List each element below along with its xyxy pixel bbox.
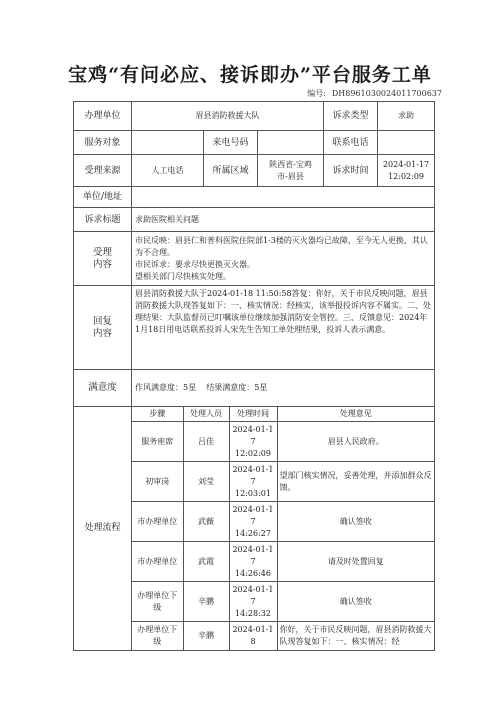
flow-header-person: 处理人员 <box>183 407 229 422</box>
row-accept <box>74 232 435 286</box>
flow-row <box>132 502 434 542</box>
row-source <box>74 155 435 187</box>
phone-label: 来电号码 <box>204 131 258 155</box>
accept-line-2: 市民诉求：要求尽快更换灭火器。 <box>135 259 255 269</box>
area-line-1: 陕西省-宝鸡 <box>269 159 312 169</box>
source-value: 人工电话 <box>132 155 204 187</box>
flow-opinion: 确认签收 <box>277 582 434 622</box>
flow-time-line: 7 <box>250 516 256 526</box>
flow-time <box>229 582 277 622</box>
address-label: 单位/地址 <box>74 187 132 208</box>
time-label: 诉求时间 <box>324 155 378 187</box>
contact-label: 联系电话 <box>324 131 378 155</box>
reply-label-line-1: 回复 <box>92 315 112 327</box>
flow-opinion: 望部门核实情况，妥善处理，并添加群众反馈。 <box>277 462 434 502</box>
flow-header-row <box>132 407 434 422</box>
flow-person: 辛鹏 <box>183 582 229 622</box>
flow-time-line: 2024-01-1 <box>232 584 274 594</box>
flow-opinion: 确认签收 <box>277 502 434 542</box>
row-reply <box>74 286 435 370</box>
subject-label: 诉求标题 <box>74 208 132 232</box>
flow-step: 市办理单位 <box>132 502 183 542</box>
time-date: 2024-01-17 <box>382 159 430 169</box>
flow-person: 武霞 <box>183 542 229 582</box>
flow-time-line: 2024-01-1 <box>232 624 274 634</box>
flow-person: 武薇 <box>183 502 229 542</box>
flow-row <box>132 462 434 502</box>
type-value: 求助 <box>378 102 435 131</box>
row-satisfaction <box>74 370 435 407</box>
row-flow <box>74 407 435 651</box>
reply-label-line-2: 内容 <box>92 327 112 339</box>
accept-label-line-1: 受理 <box>92 246 112 258</box>
row-address <box>74 187 435 208</box>
flow-time-line: 12:03:01 <box>235 488 271 498</box>
flow-row <box>132 422 434 462</box>
address-value <box>132 187 435 208</box>
flow-time <box>229 502 277 542</box>
flow-row <box>132 582 434 622</box>
flow-header-opinion: 处理意见 <box>277 407 434 422</box>
reply-label <box>74 286 132 370</box>
flow-step: 初审岗 <box>132 462 183 502</box>
subject-value: 求助医院相关问题 <box>132 208 435 232</box>
flow-time-line: 14:26:46 <box>235 568 271 578</box>
flow-time-line: 7 <box>250 556 256 566</box>
serial-value: DH8961030024011700637 <box>331 89 442 98</box>
satisfaction-value: 作风满意度：5星 结果满意度：5星 <box>132 370 435 407</box>
time-clock: 12:02:09 <box>388 171 424 181</box>
flow-row <box>132 622 434 650</box>
contact-value <box>378 131 435 155</box>
phone-value <box>258 131 324 155</box>
flow-table <box>132 407 434 650</box>
flow-header-time: 处理时间 <box>229 407 277 422</box>
accept-line-3: 望相关部门尽快核实处理。 <box>135 271 231 281</box>
flow-time-line: 7 <box>250 436 256 446</box>
time-value <box>378 155 435 187</box>
flow-time-line: 14:26:27 <box>235 528 271 538</box>
flow-time-line: 8 <box>250 636 256 646</box>
accept-label <box>74 232 132 286</box>
flow-time <box>229 462 277 502</box>
area-value <box>258 155 324 187</box>
flow-time-line: 2024-01-1 <box>232 504 274 514</box>
flow-opinion: 请及时处置回复 <box>277 542 434 582</box>
flow-opinion: 你好，关于市民反映问题，眉县消防救援大队现答复如下：一、核实情况：经 <box>277 622 434 650</box>
row-target <box>74 131 435 155</box>
flow-person: 辛鹏 <box>183 622 229 650</box>
area-line-2: 市-眉县 <box>277 171 304 181</box>
flow-time <box>229 622 277 650</box>
target-value <box>132 131 204 155</box>
flow-time-line: 2024-01-1 <box>232 464 274 474</box>
flow-time <box>229 422 277 462</box>
type-label: 诉求类型 <box>324 102 378 131</box>
accept-content <box>132 232 435 286</box>
flow-step: 市办理单位 <box>132 542 183 582</box>
row-subject <box>74 208 435 232</box>
accept-line-1: 市民反映：眉县仁和普科医院住院部1-3楼的灭火器均已故障，至今无人更换，其认为不合理。 <box>135 235 428 257</box>
accept-label-line-2: 内容 <box>92 258 112 270</box>
work-order-table <box>73 101 435 651</box>
serial-label: 编号: <box>307 89 326 98</box>
unit-value: 眉县消防救援大队 <box>132 102 324 131</box>
flow-opinion: 眉县人民政府。 <box>277 422 434 462</box>
unit-label: 办理单位 <box>74 102 132 131</box>
flow-cell <box>132 407 435 651</box>
flow-step: 服务座席 <box>132 422 183 462</box>
flow-time-line: 14:28:32 <box>235 608 271 618</box>
target-label: 服务对象 <box>74 131 132 155</box>
satisfaction-label: 满意度 <box>74 370 132 407</box>
flow-time <box>229 542 277 582</box>
row-unit <box>74 102 435 131</box>
area-label: 所属区域 <box>204 155 258 187</box>
flow-header-step: 步骤 <box>132 407 183 422</box>
flow-label: 处理流程 <box>74 407 132 651</box>
flow-time-line: 7 <box>250 476 256 486</box>
flow-time-line: 12:02:09 <box>235 448 271 458</box>
page-title: 宝鸡“有问必应、接诉即办”平台服务工单 <box>68 64 432 86</box>
flow-step: 办理单位下级 <box>132 622 183 650</box>
source-label: 受理来源 <box>74 155 132 187</box>
flow-person: 吕佳 <box>183 422 229 462</box>
flow-time-line: 7 <box>250 596 256 606</box>
flow-row <box>132 542 434 582</box>
reply-content: 眉县消防救援大队于2024-01-18 11:50:58答复：你好，关于市民反映问题，眉县消防救援大队现答复如下：一、核实情况：经核实，该举报投诉内容不属实。二、处理结果：大队监督员已叮嘱该单位继续加强消防安全管控。三、反馈意见：2024年1月18日用电话联系投诉人宋先生告知工单处理结果，投诉人表示满意。 <box>132 286 435 370</box>
flow-time-line: 2024-01-1 <box>232 424 274 434</box>
flow-time-line: 2024-01-1 <box>232 544 274 554</box>
serial-number <box>307 88 442 99</box>
flow-step: 办理单位下级 <box>132 582 183 622</box>
flow-person: 刘莹 <box>183 462 229 502</box>
